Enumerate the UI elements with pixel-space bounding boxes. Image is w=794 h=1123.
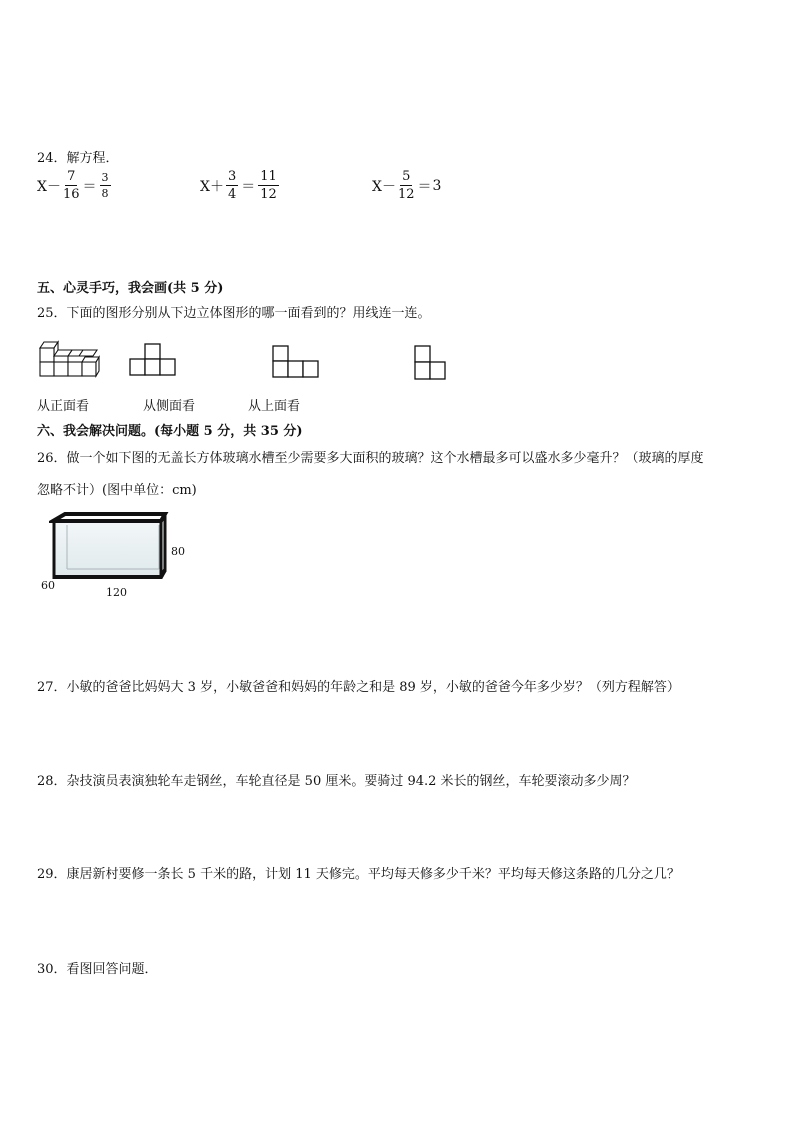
eq2-equals: ＝: [241, 178, 256, 195]
eq3-lhs: X－: [372, 178, 396, 195]
section-5-heading: 五、心灵手巧，我会画(共 5 分): [37, 281, 224, 296]
equation-3: [372, 170, 441, 201]
equation-2: [200, 170, 281, 201]
eq2-rhs-fraction: $\frac{11}{12}$: [260, 169, 277, 202]
glass-tank-figure: [49, 511, 169, 585]
section-6-heading: 六、我会解决问题。(每小题 5 分，共 35 分): [37, 424, 303, 439]
eq3-fraction: $\frac{5}{12}$: [397, 169, 415, 202]
q25-text: 25．下面的图形分别从下边立体图形的哪一面看到的？用线连一连。: [37, 306, 431, 321]
q26-text-line1: 26．做一个如下图的无盖长方体玻璃水槽至少需要多大面积的玻璃？这个水槽最多可以盛水多少毫升？（玻璃的厚度: [37, 451, 704, 466]
eq1-rhs-fraction: $\frac{3}{8}$: [101, 171, 109, 200]
label-top-view: 从上面看: [248, 399, 301, 414]
label-front-view: 从正面看: [37, 399, 90, 414]
eq1-lhs: X－: [37, 178, 61, 195]
equation-1: [37, 170, 113, 201]
q27-text: 27．小敏的爸爸比妈妈大 3 岁，小敏爸爸和妈妈的年龄之和是 89 岁，小敏的爸爸今年多少岁？（列方程解答）: [37, 680, 680, 695]
tank-height-label: 80: [171, 545, 185, 558]
eq1-fraction: $\frac{7}{16}$: [62, 169, 80, 202]
eq3-rhs: 3: [432, 177, 442, 194]
eq3-equals: ＝: [417, 178, 432, 195]
q29-text: 29．康居新村要修一条长 5 千米的路，计划 11 天修完。平均每天修多少千米？平均每天修这条路的几分之几？: [37, 867, 680, 882]
front-view-figure: [413, 344, 449, 382]
label-side-view: 从侧面看: [143, 399, 196, 414]
q24-heading: 24．解方程．: [37, 151, 119, 166]
q26-text-line2: 忽略不计）(图中单位：cm): [37, 483, 197, 498]
top-view-figure: [272, 344, 320, 380]
side-view-figure: [129, 342, 177, 378]
tank-width-label: 60: [41, 579, 55, 592]
eq2-fraction: $\frac{3}{4}$: [227, 169, 237, 202]
q28-text: 28．杂技演员表演独轮车走钢丝，车轮直径是 50 厘米。要骑过 94.2 米长的钢丝，车轮要滚动多少周？: [37, 774, 636, 789]
eq1-equals: ＝: [82, 178, 97, 195]
q30-text: 30．看图回答问题．: [37, 962, 158, 977]
eq2-lhs: X＋: [200, 178, 224, 195]
tank-length-label: 120: [106, 586, 127, 599]
3d-cube-figure: [38, 336, 100, 380]
